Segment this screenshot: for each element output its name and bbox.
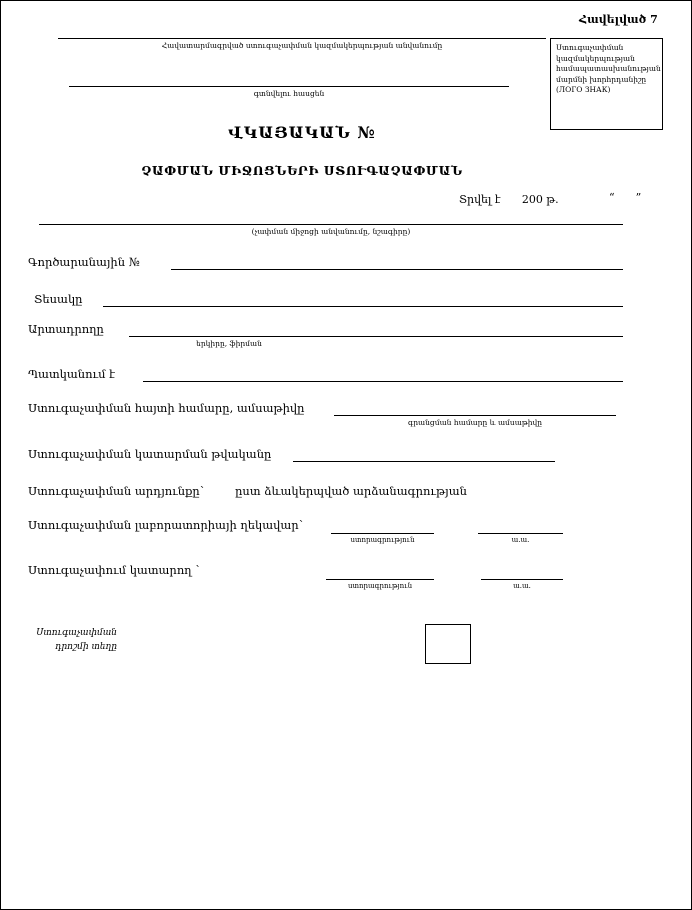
logo-mark-caption: Ստուգաչափման կազմակերպության համապատասխանության մարմնի խորհրդանիշը (ЛОГО ЗНАК) xyxy=(556,43,661,94)
date-quotes: “ ” xyxy=(609,191,642,204)
issued-date-row xyxy=(459,193,559,206)
verification-result-row xyxy=(28,484,467,498)
organization-name-line xyxy=(58,38,546,39)
verifier-name-line xyxy=(481,579,563,580)
field-manufacturer-caption: երկիրը, ֆիրման xyxy=(196,339,262,348)
instrument-name-caption: (չափման միջոցի անվանումը, նշագիրը) xyxy=(251,227,411,236)
address-caption: գտնվելու հասցեն xyxy=(253,89,325,98)
verifier-name-caption: ա.ա. xyxy=(513,582,531,590)
certificate-title: ՎԿԱՅԱԿԱՆ № xyxy=(228,123,376,142)
field-belongs-to-line xyxy=(143,381,623,382)
verification-result-label: Ստուգաչափման արդյունքը` xyxy=(28,484,206,498)
lab-head-label: Ստուգաչափման լաբորատորիայի ղեկավար` xyxy=(28,518,305,532)
field-belongs-to-label: Պատկանում է xyxy=(28,367,116,381)
stamp-place-line1: Ստուգաչափման xyxy=(36,628,117,638)
field-application-number-line xyxy=(334,415,616,416)
verifier-label: Ստուգաչափում կատարող ` xyxy=(28,563,202,577)
stamp-place-line2: դրոշմի տեղը xyxy=(55,641,117,652)
appendix-number: Հավելված 7 xyxy=(579,13,658,26)
field-type-label: Տեսակը xyxy=(34,292,83,306)
issued-year: 200 թ. xyxy=(521,193,559,206)
lab-head-name-caption: ա.ա. xyxy=(511,536,530,544)
certificate-subtitle: ՉԱՓՄԱՆ ՄԻՋՈՑՆԵՐԻ ՍՏՈՒԳԱՉԱՓՄԱՆ xyxy=(141,163,463,178)
field-verification-date-line xyxy=(293,461,555,462)
organization-name-caption: Հավատարմագրված ստուգաչափման կազմակերպության անվանումը xyxy=(161,41,443,50)
address-line xyxy=(69,86,509,87)
lab-head-name-line xyxy=(478,533,563,534)
field-application-number-caption: գրանցման համարը և ամսաթիվը xyxy=(407,418,543,427)
stamp-place-label xyxy=(29,627,117,655)
field-factory-number-label: Գործարանային № xyxy=(28,255,140,269)
verifier-signature-line xyxy=(326,579,434,580)
field-type-line xyxy=(103,306,623,307)
lab-head-signature-caption: ստորագրություն xyxy=(350,536,415,544)
verification-result-value: ըստ ձևակերպված արձանագրության xyxy=(235,484,467,498)
logo-mark-box xyxy=(550,38,663,130)
field-manufacturer-line xyxy=(129,336,623,337)
instrument-name-line xyxy=(39,224,623,225)
stamp-box xyxy=(425,624,471,664)
field-factory-number-line xyxy=(171,269,623,270)
field-application-number-label: Ստուգաչափման հայտի համարը, ամսաթիվը xyxy=(28,401,305,415)
lab-head-signature-line xyxy=(331,533,434,534)
issued-label: Տրվել է xyxy=(459,193,501,206)
field-verification-date-label: Ստուգաչափման կատարման թվականը xyxy=(28,447,272,461)
verifier-signature-caption: ստորագրություն xyxy=(347,582,413,590)
field-manufacturer-label: Արտադրողը xyxy=(28,322,104,336)
